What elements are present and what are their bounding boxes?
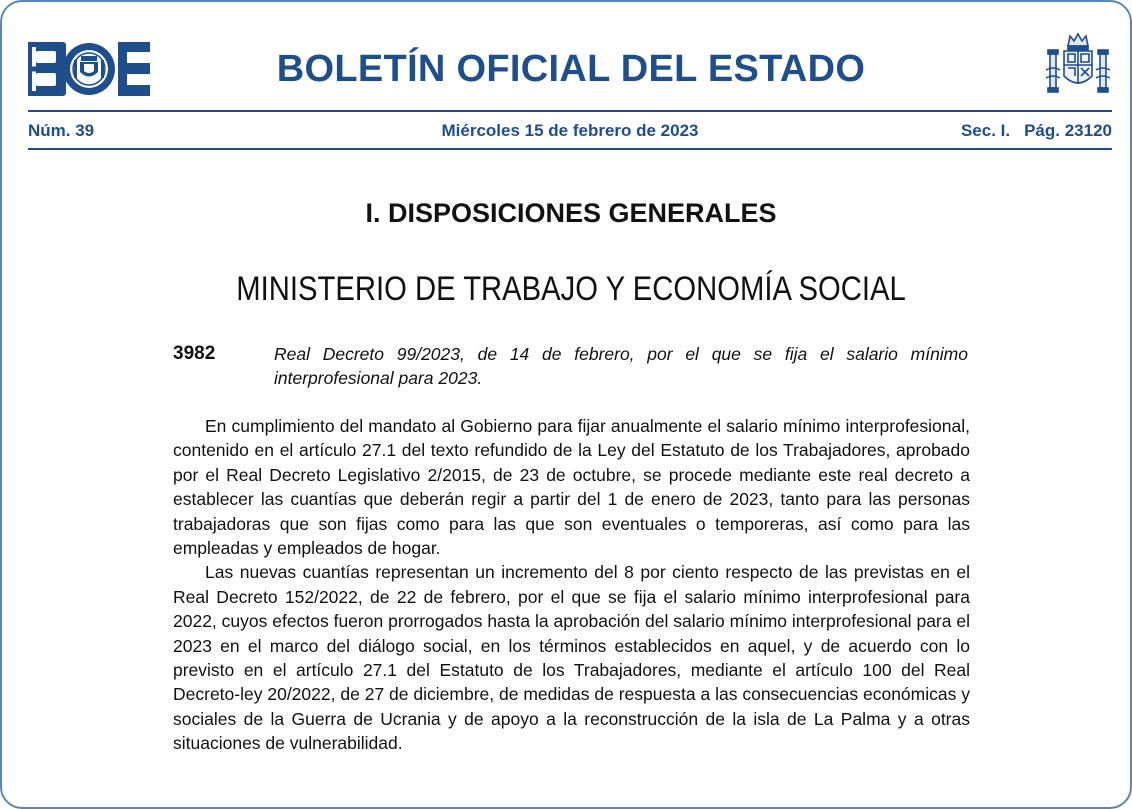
masthead bbox=[2, 2, 1130, 112]
decree-number: 3982 bbox=[173, 343, 216, 364]
ministry-heading: MINISTERIO DE TRABAJO Y ECONOMÍA SOCIAL bbox=[236, 270, 906, 308]
issue-number: Núm. 39 bbox=[28, 121, 95, 140]
page-number: Pág. 23120 bbox=[1024, 121, 1112, 140]
section-label: Sec. I. bbox=[960, 121, 1011, 140]
document-body bbox=[173, 414, 970, 756]
body-paragraph: En cumplimiento del mandato al Gobierno para fijar anualmente el salario mínimo interprofesional, contenido en el artículo 27.1 del texto refundido de la Ley del Estatuto de los Trabajadores, aprobado por el Real Decreto Legislativo 2/2015, de 23 de octubre, se procede mediante este real decreto a establecer las cuantías que deberán regir a partir del 1 de enero de 2023, tanto para las personas trabajadoras que son fijas como para las que son eventuales o temporeras, así como para las empleadas y empleados de hogar. bbox=[173, 416, 970, 559]
publication-title: BOLETÍN OFICIAL DEL ESTADO bbox=[276, 48, 866, 90]
issue-date: Miércoles 15 de febrero de 2023 bbox=[441, 121, 699, 140]
body-paragraph: Las nuevas cuantías representan un incremento del 8 por ciento respecto de las previstas en el Real Decreto 152/2022, de 22 de febrero, por el que se fija el salario mínimo interprofesional para 2022, cuyos efectos fueron prorrogados hasta la aprobación del salario mínimo interprofesional para el 2023 en el marco del diálogo social, en los términos establecidos en aquel, y de acuerdo con lo previsto en el artículo 27.1 del Estatuto de los Trabajadores, mediante el artículo 100 del Real Decreto-ley 20/2022, de 27 de diciembre, de medidas de respuesta a las consecuencias económicas y sociales de la Guerra de Ucrania y de apoyo a la reconstrucción de la isla de La Palma y a otras situaciones de vulnerabilidad. bbox=[173, 562, 970, 754]
header-rule-top bbox=[28, 110, 1112, 112]
header-meta-row bbox=[28, 121, 1112, 141]
header-rule-bottom bbox=[28, 148, 1112, 150]
coat-of-arms-icon bbox=[1046, 32, 1110, 102]
decree-title: Real Decreto 99/2023, de 14 de febrero, por el que se fija el salario mínimo interprofesional para 2023. bbox=[274, 344, 968, 388]
section-heading: I. DISPOSICIONES GENERALES bbox=[365, 198, 777, 228]
section-page bbox=[947, 121, 1112, 141]
